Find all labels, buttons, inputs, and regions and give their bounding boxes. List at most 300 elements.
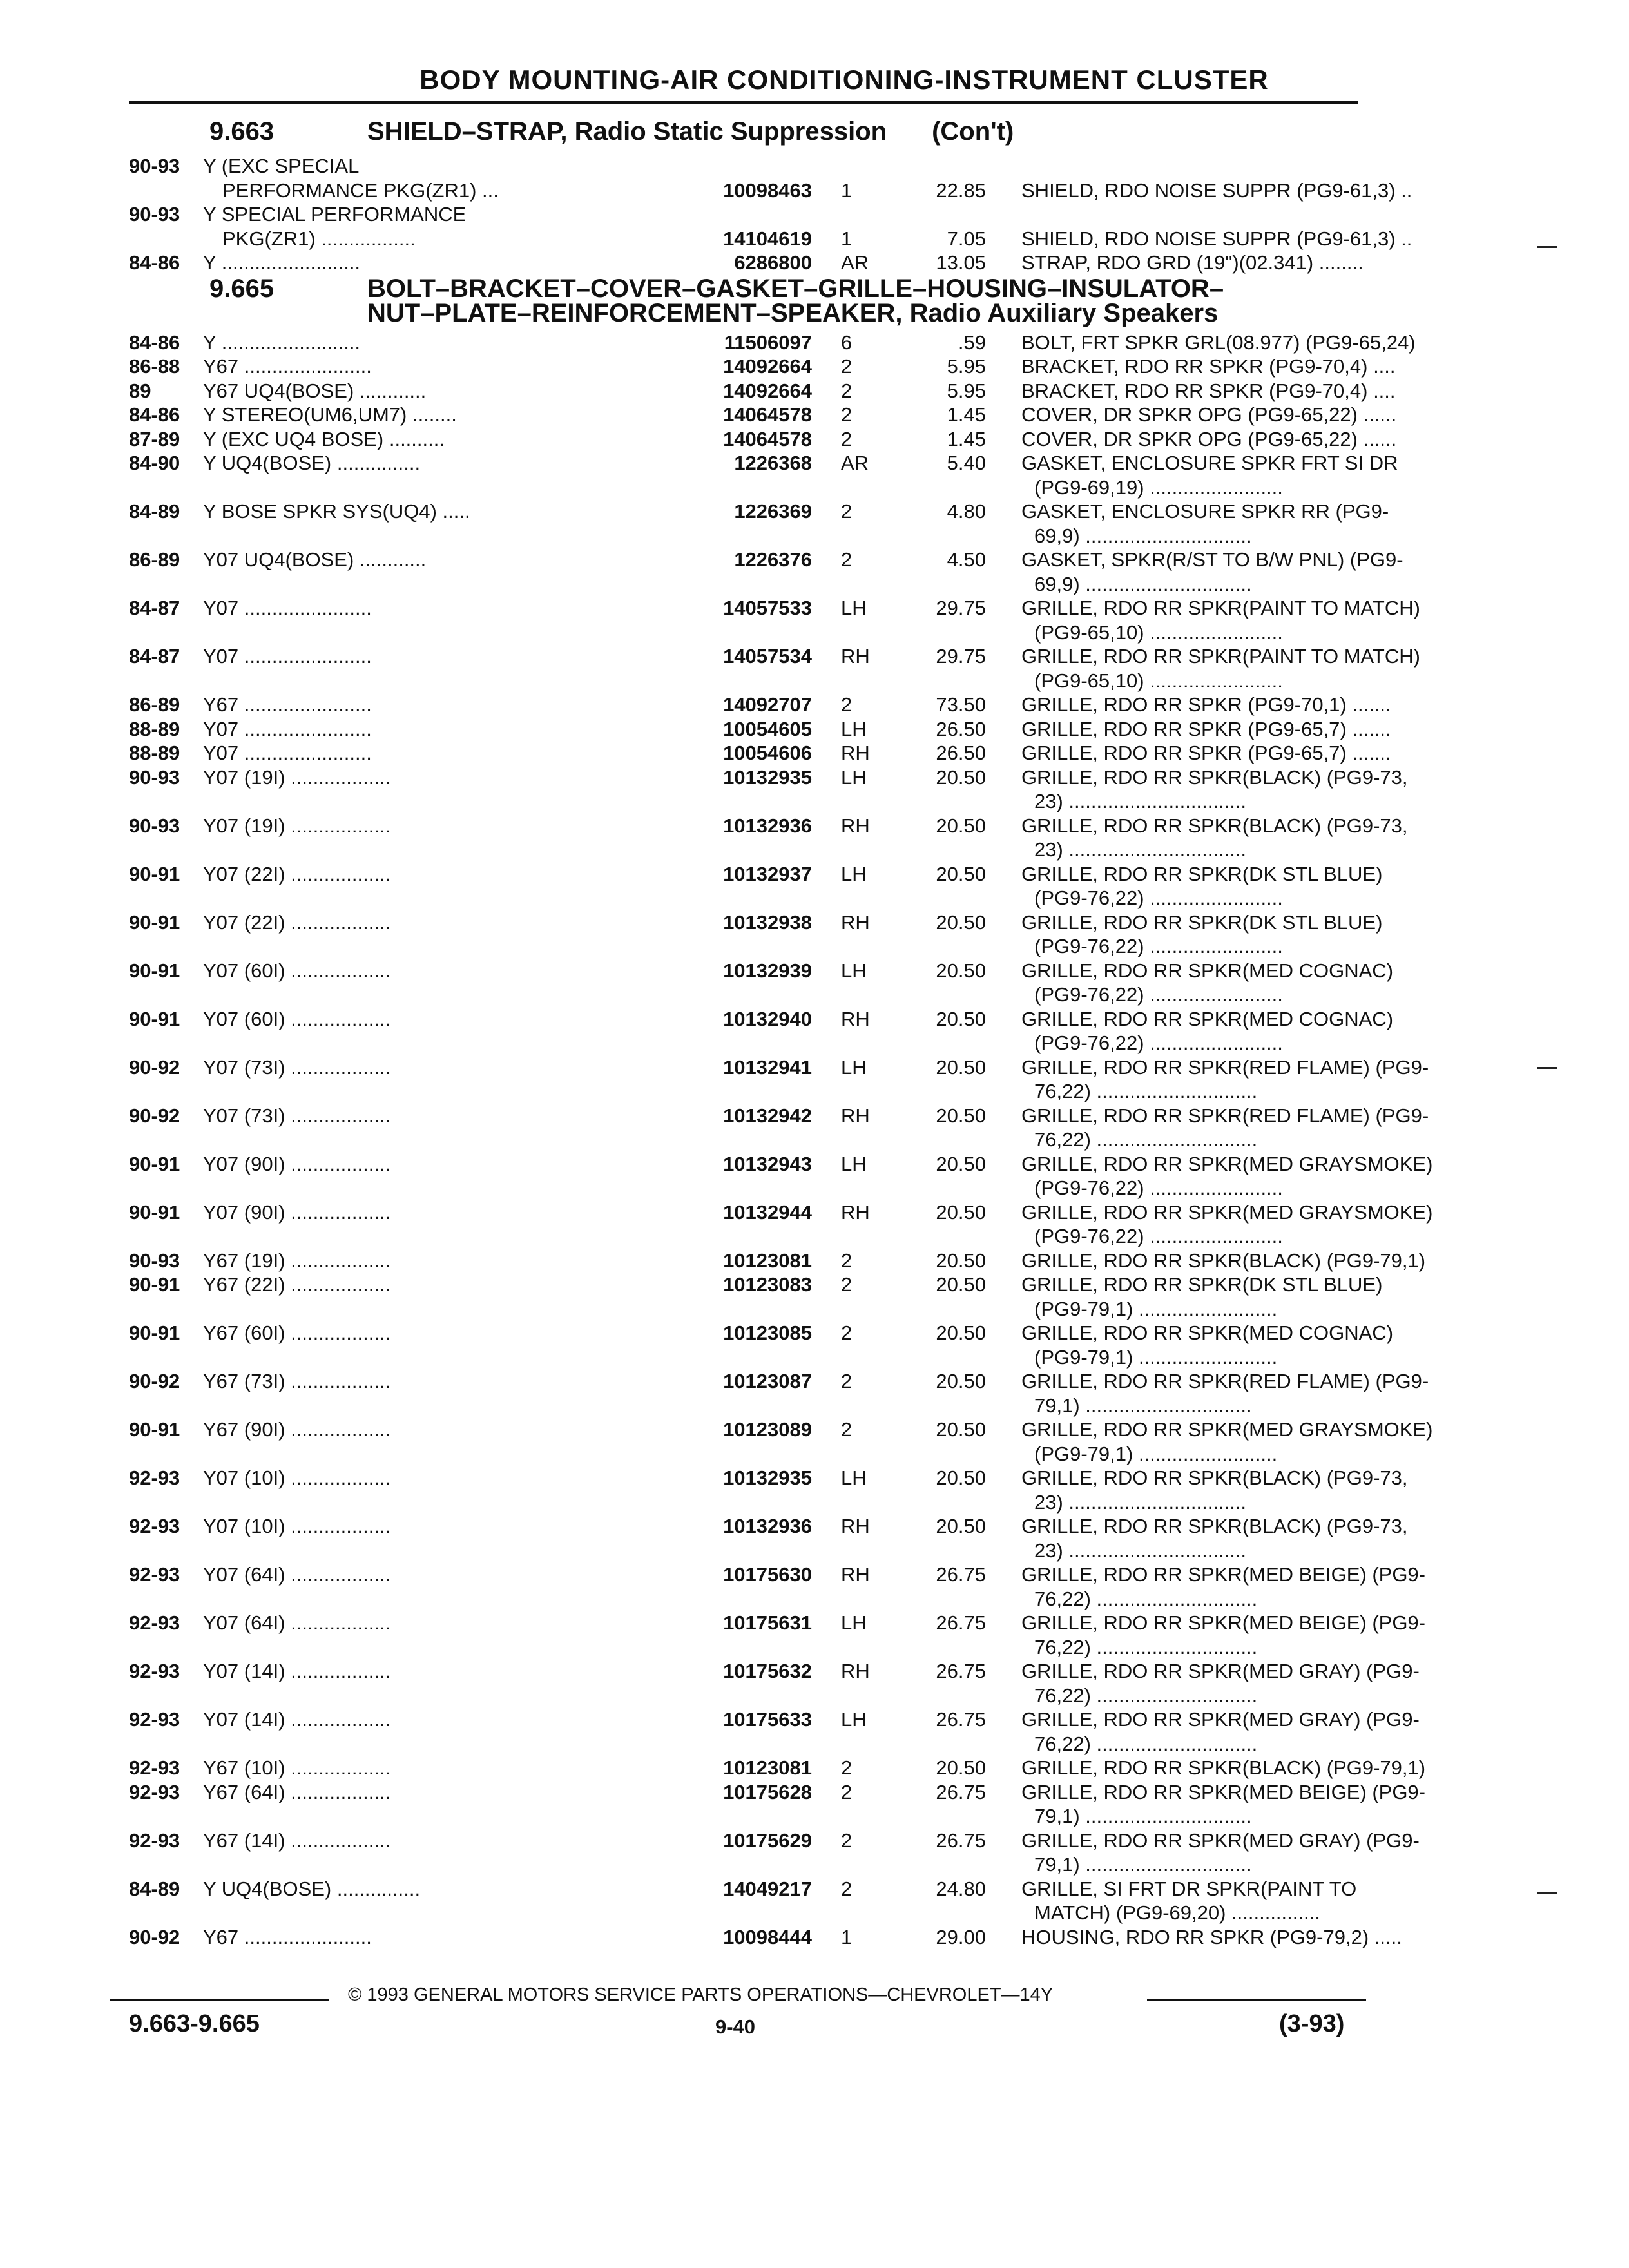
row-part-number: 10175633 <box>723 1708 812 1731</box>
parts-row <box>129 548 1403 595</box>
row-quantity: 2 <box>841 1829 853 1852</box>
parts-row <box>129 910 1383 957</box>
row-description: GRILLE, RDO RR SPKR(MED GRAYSMOKE) <box>1021 1152 1433 1175</box>
row-price: 20.50 <box>936 1273 986 1296</box>
section-9663-heading: SHIELD–STRAP, Radio Static Suppression <box>367 117 887 146</box>
parts-row <box>129 155 1412 202</box>
row-description: GRILLE, RDO RR SPKR(DK STL BLUE) <box>1021 862 1383 885</box>
row-price: 5.40 <box>947 452 986 474</box>
row-description-continued: 76,22) ............................. <box>1034 1635 1258 1658</box>
parts-row <box>129 355 1396 381</box>
parts-row <box>129 1370 1429 1417</box>
footer-copyright: © 1993 GENERAL MOTORS SERVICE PARTS OPERATIONS—CHEVROLET—14Y <box>348 1984 1054 2005</box>
row-quantity: 2 <box>841 1321 853 1344</box>
row-quantity: 2 <box>841 693 853 716</box>
row-description-continued: 69,9) .............................. <box>1034 524 1252 547</box>
parts-row <box>129 1708 1420 1755</box>
row-price: 4.80 <box>947 500 986 523</box>
row-quantity: 2 <box>841 1273 853 1296</box>
parts-row <box>129 1200 1433 1247</box>
row-part-number: 10132941 <box>723 1055 812 1079</box>
footer-page-number: 9-40 <box>715 2015 756 2038</box>
row-years: 92-93 <box>129 1515 180 1537</box>
row-description: GRILLE, RDO RR SPKR(MED GRAY) (PG9- <box>1021 1829 1420 1852</box>
row-quantity: 2 <box>841 1756 853 1779</box>
row-description-continued: 76,22) ............................. <box>1034 1732 1258 1755</box>
parts-row <box>129 1249 1426 1275</box>
row-years: 84-87 <box>129 597 180 619</box>
row-price: 5.95 <box>947 355 986 378</box>
row-quantity: 1 <box>841 1925 853 1948</box>
row-years: 92-93 <box>129 1780 180 1803</box>
row-price: 20.50 <box>936 959 986 982</box>
row-model: Y STEREO(UM6,UM7) ........ <box>203 403 457 426</box>
row-price: 20.50 <box>936 1249 986 1272</box>
parts-row <box>129 814 1408 861</box>
row-description: GRILLE, SI FRT DR SPKR(PAINT TO <box>1021 1877 1357 1900</box>
row-model: Y07 (64I) .................. <box>203 1563 391 1586</box>
row-quantity: RH <box>841 1515 870 1537</box>
row-description: GRILLE, RDO RR SPKR(BLACK) (PG9-79,1) <box>1021 1756 1426 1779</box>
row-model: Y ......................... <box>203 331 361 354</box>
row-quantity: RH <box>841 1200 870 1224</box>
row-part-number: 10132935 <box>723 1466 812 1489</box>
row-price: 26.75 <box>936 1563 986 1586</box>
row-description: GRILLE, RDO RR SPKR(MED GRAYSMOKE) <box>1021 1200 1433 1224</box>
row-years: 84-89 <box>129 1877 180 1900</box>
row-years: 87-89 <box>129 427 180 450</box>
row-years: 90-93 <box>129 814 180 837</box>
row-price: 1.45 <box>947 427 986 450</box>
row-years: 89 <box>129 379 151 402</box>
row-description: GRILLE, RDO RR SPKR (PG9-65,7) ....... <box>1021 742 1391 764</box>
row-years: 90-91 <box>129 1152 180 1175</box>
row-price: 20.50 <box>936 862 986 885</box>
row-description: GRILLE, RDO RR SPKR(MED GRAYSMOKE) <box>1021 1418 1433 1441</box>
parts-row <box>129 1418 1433 1465</box>
row-description-continued: (PG9-76,22) ........................ <box>1034 935 1283 957</box>
row-description: GRILLE, RDO RR SPKR (PG9-65,7) ....... <box>1021 717 1391 740</box>
row-description-continued: (PG9-79,1) ......................... <box>1034 1345 1278 1369</box>
row-description: GRILLE, RDO RR SPKR(DK STL BLUE) <box>1021 910 1383 934</box>
row-years: 84-90 <box>129 452 180 474</box>
row-model: Y07 (19I) .................. <box>203 814 391 837</box>
row-description: GRILLE, RDO RR SPKR(MED BEIGE) (PG9- <box>1021 1563 1425 1586</box>
row-years: 84-86 <box>129 403 180 426</box>
row-model: Y67 UQ4(BOSE) ............ <box>203 379 427 402</box>
row-years: 90-92 <box>129 1104 180 1127</box>
row-quantity: RH <box>841 1007 870 1030</box>
row-years: 90-93 <box>129 765 180 789</box>
row-quantity: 2 <box>841 379 853 402</box>
row-part-number: 11506097 <box>724 331 812 354</box>
row-model: Y07 (19I) .................. <box>203 765 391 789</box>
row-price: 26.50 <box>936 717 986 740</box>
row-description: GRILLE, RDO RR SPKR(RED FLAME) (PG9- <box>1021 1055 1429 1079</box>
row-part-number: 1226369 <box>734 500 812 523</box>
row-description-continued: 79,1) .............................. <box>1034 1394 1252 1417</box>
row-price: 20.50 <box>936 1007 986 1030</box>
row-description: BOLT, FRT SPKR GRL(08.977) (PG9-65,24) <box>1021 331 1416 354</box>
row-description-continued: 76,22) ............................. <box>1034 1128 1258 1151</box>
row-model: Y (EXC UQ4 BOSE) .......... <box>203 427 445 450</box>
parts-row <box>129 1925 1402 1952</box>
row-model: Y67 (64I) .................. <box>203 1780 391 1803</box>
row-model: Y07 UQ4(BOSE) ............ <box>203 548 427 571</box>
row-description-continued: 23) ................................ <box>1034 838 1247 861</box>
row-part-number: 10123085 <box>723 1321 812 1344</box>
row-part-number: 14049217 <box>723 1877 812 1900</box>
row-model: Y07 ....................... <box>203 742 372 764</box>
row-model-continued: PKG(ZR1) ................. <box>222 227 416 250</box>
row-description: GASKET, SPKR(R/ST TO B/W PNL) (PG9- <box>1021 548 1403 571</box>
row-part-number: 14104619 <box>723 227 812 250</box>
parts-row <box>129 331 1416 357</box>
row-price: 20.50 <box>936 1370 986 1392</box>
parts-row <box>129 1007 1394 1054</box>
row-model: Y07 ....................... <box>203 717 372 740</box>
row-description-continued: 79,1) .............................. <box>1034 1805 1252 1827</box>
row-model: Y07 (22I) .................. <box>203 910 391 934</box>
row-price: 7.05 <box>947 227 986 250</box>
row-description-continued: (PG9-76,22) ........................ <box>1034 1177 1283 1199</box>
row-years: 90-93 <box>129 155 180 177</box>
row-description: GRILLE, RDO RR SPKR(PAINT TO MATCH) <box>1021 645 1420 668</box>
row-years: 86-89 <box>129 693 180 716</box>
row-description-continued: 23) ................................ <box>1034 1539 1247 1562</box>
row-description: GRILLE, RDO RR SPKR(RED FLAME) (PG9- <box>1021 1104 1429 1127</box>
row-quantity: LH <box>841 1466 867 1489</box>
row-part-number: 10132939 <box>723 959 812 982</box>
row-description-continued: (PG9-76,22) ........................ <box>1034 1032 1283 1054</box>
row-quantity: RH <box>841 742 870 764</box>
parts-row <box>129 500 1389 547</box>
row-description: SHIELD, RDO NOISE SUPPR (PG9-61,3) .. <box>1021 227 1412 250</box>
row-price: 20.50 <box>936 1321 986 1344</box>
row-price: 20.50 <box>936 1466 986 1489</box>
parts-row <box>129 379 1396 405</box>
row-price: 73.50 <box>936 693 986 716</box>
row-quantity: 2 <box>841 1877 853 1900</box>
row-description-continued: 76,22) ............................. <box>1034 1684 1258 1707</box>
row-model: Y07 (10I) .................. <box>203 1466 391 1489</box>
row-quantity: LH <box>841 959 867 982</box>
row-description: SHIELD, RDO NOISE SUPPR (PG9-61,3) .. <box>1021 178 1412 202</box>
parts-row <box>129 862 1383 909</box>
row-description: GRILLE, RDO RR SPKR(RED FLAME) (PG9- <box>1021 1370 1429 1392</box>
row-description-continued: (PG9-76,22) ........................ <box>1034 983 1283 1006</box>
row-years: 84-89 <box>129 500 180 523</box>
row-quantity: LH <box>841 597 867 619</box>
row-part-number: 14092664 <box>723 379 812 402</box>
row-part-number: 10054606 <box>723 742 812 764</box>
row-description: HOUSING, RDO RR SPKR (PG9-79,2) ..... <box>1021 1925 1402 1948</box>
row-years: 90-91 <box>129 1200 180 1224</box>
row-years: 90-93 <box>129 1249 180 1272</box>
row-description-continued: 76,22) ............................. <box>1034 1080 1258 1102</box>
row-quantity: LH <box>841 862 867 885</box>
parts-row <box>129 693 1391 719</box>
row-quantity: RH <box>841 645 870 668</box>
row-part-number: 10175630 <box>723 1563 812 1586</box>
row-description: BRACKET, RDO RR SPKR (PG9-70,4) .... <box>1021 379 1396 402</box>
row-years: 92-93 <box>129 1466 180 1489</box>
page-header-title: BODY MOUNTING-AIR CONDITIONING-INSTRUMENT CLUSTER <box>419 64 1269 95</box>
row-model: Y67 (22I) .................. <box>203 1273 391 1296</box>
row-price: 5.95 <box>947 379 986 402</box>
row-model: Y07 (73I) .................. <box>203 1104 391 1127</box>
row-description-continued: 76,22) ............................. <box>1034 1587 1258 1610</box>
row-part-number: 10132936 <box>723 1515 812 1537</box>
row-years: 88-89 <box>129 717 180 740</box>
row-part-number: 10123081 <box>723 1249 812 1272</box>
row-model: Y07 (60I) .................. <box>203 1007 391 1030</box>
parts-row <box>129 1611 1425 1658</box>
row-model: Y UQ4(BOSE) ............... <box>203 452 421 474</box>
row-quantity: 2 <box>841 355 853 378</box>
row-price: 29.75 <box>936 597 986 619</box>
row-description-continued: (PG9-79,1) ......................... <box>1034 1297 1278 1320</box>
row-years: 92-93 <box>129 1829 180 1852</box>
parts-row <box>129 1055 1429 1102</box>
footer-section-range: 9.663-9.665 <box>129 2010 260 2037</box>
row-price: 26.75 <box>936 1829 986 1852</box>
parts-row <box>129 251 1364 277</box>
parts-row <box>129 959 1394 1006</box>
row-years: 90-92 <box>129 1925 180 1948</box>
row-part-number: 10175631 <box>723 1611 812 1634</box>
row-model: Y07 (73I) .................. <box>203 1055 391 1079</box>
row-description-continued: 79,1) .............................. <box>1034 1853 1252 1876</box>
row-part-number: 14064578 <box>723 427 812 450</box>
row-years: 92-93 <box>129 1708 180 1731</box>
row-description: GRILLE, RDO RR SPKR(MED BEIGE) (PG9- <box>1021 1611 1425 1634</box>
footer-rule-right <box>1147 1999 1366 2001</box>
row-years: 90-92 <box>129 1055 180 1079</box>
row-years: 90-91 <box>129 910 180 934</box>
row-model: Y67 (19I) .................. <box>203 1249 391 1272</box>
row-price: 1.45 <box>947 403 986 426</box>
row-years: 88-89 <box>129 742 180 764</box>
row-part-number: 10132943 <box>723 1152 812 1175</box>
row-quantity: 2 <box>841 1418 853 1441</box>
row-model: Y67 (90I) .................. <box>203 1418 391 1441</box>
row-years: 90-91 <box>129 1273 180 1296</box>
row-model: Y07 ....................... <box>203 645 372 668</box>
parts-row <box>129 1829 1420 1876</box>
row-part-number: 14092707 <box>723 693 812 716</box>
row-description: GRILLE, RDO RR SPKR(BLACK) (PG9-73, <box>1021 1466 1408 1489</box>
parts-row <box>129 597 1420 644</box>
parts-row <box>129 1756 1426 1782</box>
row-part-number: 10098444 <box>723 1925 812 1948</box>
row-quantity: 1 <box>841 227 853 250</box>
row-years: 84-86 <box>129 251 180 274</box>
row-quantity: RH <box>841 814 870 837</box>
row-description: GRILLE, RDO RR SPKR(DK STL BLUE) <box>1021 1273 1383 1296</box>
row-quantity: LH <box>841 1055 867 1079</box>
row-quantity: RH <box>841 910 870 934</box>
row-part-number: 10132938 <box>723 910 812 934</box>
row-quantity: 2 <box>841 1780 853 1803</box>
row-model: Y67 ....................... <box>203 355 372 378</box>
row-description: GASKET, ENCLOSURE SPKR RR (PG9- <box>1021 500 1389 523</box>
row-part-number: 10132937 <box>723 862 812 885</box>
row-price: 20.50 <box>936 1104 986 1127</box>
row-part-number: 1226368 <box>734 452 812 474</box>
row-part-number: 6286800 <box>734 251 812 274</box>
row-price: 20.50 <box>936 1152 986 1175</box>
row-quantity: 2 <box>841 1370 853 1392</box>
row-description-continued: (PG9-76,22) ........................ <box>1034 1225 1283 1247</box>
parts-row <box>129 403 1397 429</box>
row-part-number: 10123089 <box>723 1418 812 1441</box>
section-9665-heading-line-1: BOLT–BRACKET–COVER–GASKET–GRILLE–HOUSING–INSULATOR– <box>367 274 1224 303</box>
row-quantity: LH <box>841 1611 867 1634</box>
row-years: 92-93 <box>129 1563 180 1586</box>
row-quantity: 6 <box>841 331 853 354</box>
row-price: 20.50 <box>936 1055 986 1079</box>
row-model: Y07 ....................... <box>203 597 372 619</box>
section-9665-heading-line-2: NUT–PLATE–REINFORCEMENT–SPEAKER, Radio Auxiliary Speakers <box>367 298 1219 327</box>
parts-row <box>129 427 1397 454</box>
footer-rule-left <box>110 1999 329 2001</box>
row-part-number: 10175628 <box>723 1780 812 1803</box>
row-quantity: 2 <box>841 427 853 450</box>
row-price: 26.50 <box>936 742 986 764</box>
parts-row <box>129 1466 1408 1514</box>
row-part-number: 10132936 <box>723 814 812 837</box>
row-years: 86-89 <box>129 548 180 571</box>
row-years: 92-93 <box>129 1611 180 1634</box>
row-quantity: 2 <box>841 403 853 426</box>
parts-row <box>129 1152 1433 1199</box>
row-model: Y67 (10I) .................. <box>203 1756 391 1779</box>
row-description: STRAP, RDO GRD (19")(02.341) ........ <box>1021 251 1364 274</box>
row-years: 92-93 <box>129 1660 180 1682</box>
row-model: Y07 (64I) .................. <box>203 1611 391 1634</box>
row-quantity: RH <box>841 1563 870 1586</box>
row-price: 20.50 <box>936 1756 986 1779</box>
row-years: 90-93 <box>129 203 180 226</box>
row-description: GRILLE, RDO RR SPKR(MED GRAY) (PG9- <box>1021 1708 1420 1731</box>
row-price: 13.05 <box>936 251 986 274</box>
row-description-continued: (PG9-69,19) ........................ <box>1034 476 1283 499</box>
row-part-number: 10132935 <box>723 765 812 789</box>
row-years: 90-91 <box>129 959 180 982</box>
row-part-number: 10132940 <box>723 1007 812 1030</box>
row-quantity: RH <box>841 1660 870 1682</box>
row-description: GRILLE, RDO RR SPKR(BLACK) (PG9-79,1) <box>1021 1249 1426 1272</box>
row-part-number: 10132944 <box>723 1200 812 1224</box>
row-quantity: LH <box>841 1708 867 1731</box>
row-description: GRILLE, RDO RR SPKR(BLACK) (PG9-73, <box>1021 1515 1408 1537</box>
row-model: Y (EXC SPECIAL <box>203 155 360 177</box>
row-description: BRACKET, RDO RR SPKR (PG9-70,4) .... <box>1021 355 1396 378</box>
row-part-number: 14057533 <box>723 597 812 619</box>
row-part-number: 10123083 <box>723 1273 812 1296</box>
row-price: 26.75 <box>936 1660 986 1682</box>
section-9665-number: 9.665 <box>209 274 275 303</box>
row-description: GRILLE, RDO RR SPKR(MED BEIGE) (PG9- <box>1021 1780 1425 1803</box>
parts-row <box>129 765 1408 812</box>
parts-row <box>129 1515 1408 1562</box>
section-9663-continued: (Con't) <box>932 117 1014 146</box>
row-model: Y07 (14I) .................. <box>203 1708 391 1731</box>
parts-row <box>129 1321 1394 1369</box>
row-part-number: 10098463 <box>723 178 812 202</box>
row-description: GRILLE, RDO RR SPKR(BLACK) (PG9-73, <box>1021 765 1408 789</box>
row-price: 20.50 <box>936 1418 986 1441</box>
parts-row <box>129 1273 1383 1320</box>
row-model: Y ......................... <box>203 251 361 274</box>
row-model-continued: PERFORMANCE PKG(ZR1) ... <box>222 178 499 202</box>
row-years: 84-87 <box>129 645 180 668</box>
row-price: 29.00 <box>936 1925 986 1948</box>
row-model: Y07 (14I) .................. <box>203 1660 391 1682</box>
parts-row <box>129 452 1398 499</box>
row-part-number: 14092664 <box>723 355 812 378</box>
row-years: 90-91 <box>129 1418 180 1441</box>
row-description: GRILLE, RDO RR SPKR(MED COGNAC) <box>1021 1321 1394 1344</box>
row-years: 90-92 <box>129 1370 180 1392</box>
row-price: 20.50 <box>936 814 986 837</box>
row-price: 24.80 <box>936 1877 986 1900</box>
row-price: 4.50 <box>947 548 986 571</box>
row-model: Y67 ....................... <box>203 693 372 716</box>
row-part-number: 10175632 <box>723 1660 812 1682</box>
margin-mark <box>1537 246 1557 248</box>
row-description-continued: 23) ................................ <box>1034 1490 1247 1514</box>
row-description: GRILLE, RDO RR SPKR (PG9-70,1) ....... <box>1021 693 1391 716</box>
footer-revision-date: (3-93) <box>1279 2010 1345 2037</box>
row-model: Y BOSE SPKR SYS(UQ4) ..... <box>203 500 470 523</box>
row-years: 90-91 <box>129 1007 180 1030</box>
row-quantity: LH <box>841 765 867 789</box>
row-quantity: AR <box>841 251 869 274</box>
row-model: Y07 (22I) .................. <box>203 862 391 885</box>
parts-row <box>129 1780 1425 1827</box>
row-model: Y SPECIAL PERFORMANCE <box>203 203 467 226</box>
row-model: Y67 (14I) .................. <box>203 1829 391 1852</box>
row-part-number: 14057534 <box>723 645 812 668</box>
row-part-number: 10123081 <box>723 1756 812 1779</box>
row-description: GRILLE, RDO RR SPKR(PAINT TO MATCH) <box>1021 597 1420 619</box>
row-part-number: 10123087 <box>723 1370 812 1392</box>
row-model: Y67 (60I) .................. <box>203 1321 391 1344</box>
row-price: 26.75 <box>936 1780 986 1803</box>
row-quantity: 2 <box>841 548 853 571</box>
row-quantity: AR <box>841 452 869 474</box>
section-9663-title <box>209 117 1014 146</box>
row-part-number: 14064578 <box>723 403 812 426</box>
row-years: 84-86 <box>129 331 180 354</box>
row-years: 92-93 <box>129 1756 180 1779</box>
parts-row <box>129 1877 1360 1924</box>
row-description-continued: 23) ................................ <box>1034 790 1247 812</box>
parts-row <box>129 203 1412 250</box>
row-description: COVER, DR SPKR OPG (PG9-65,22) ...... <box>1021 403 1397 426</box>
row-model: Y07 (10I) .................. <box>203 1515 391 1537</box>
row-model: Y07 (60I) .................. <box>203 959 391 982</box>
row-price: 22.85 <box>936 178 986 202</box>
row-price: 20.50 <box>936 1515 986 1537</box>
row-description: GASKET, ENCLOSURE SPKR FRT SI DR <box>1021 452 1398 474</box>
row-part-number: 10175629 <box>723 1829 812 1852</box>
row-model: Y67 ....................... <box>203 1925 372 1948</box>
parts-row <box>129 1563 1425 1610</box>
row-years: 86-88 <box>129 355 180 378</box>
